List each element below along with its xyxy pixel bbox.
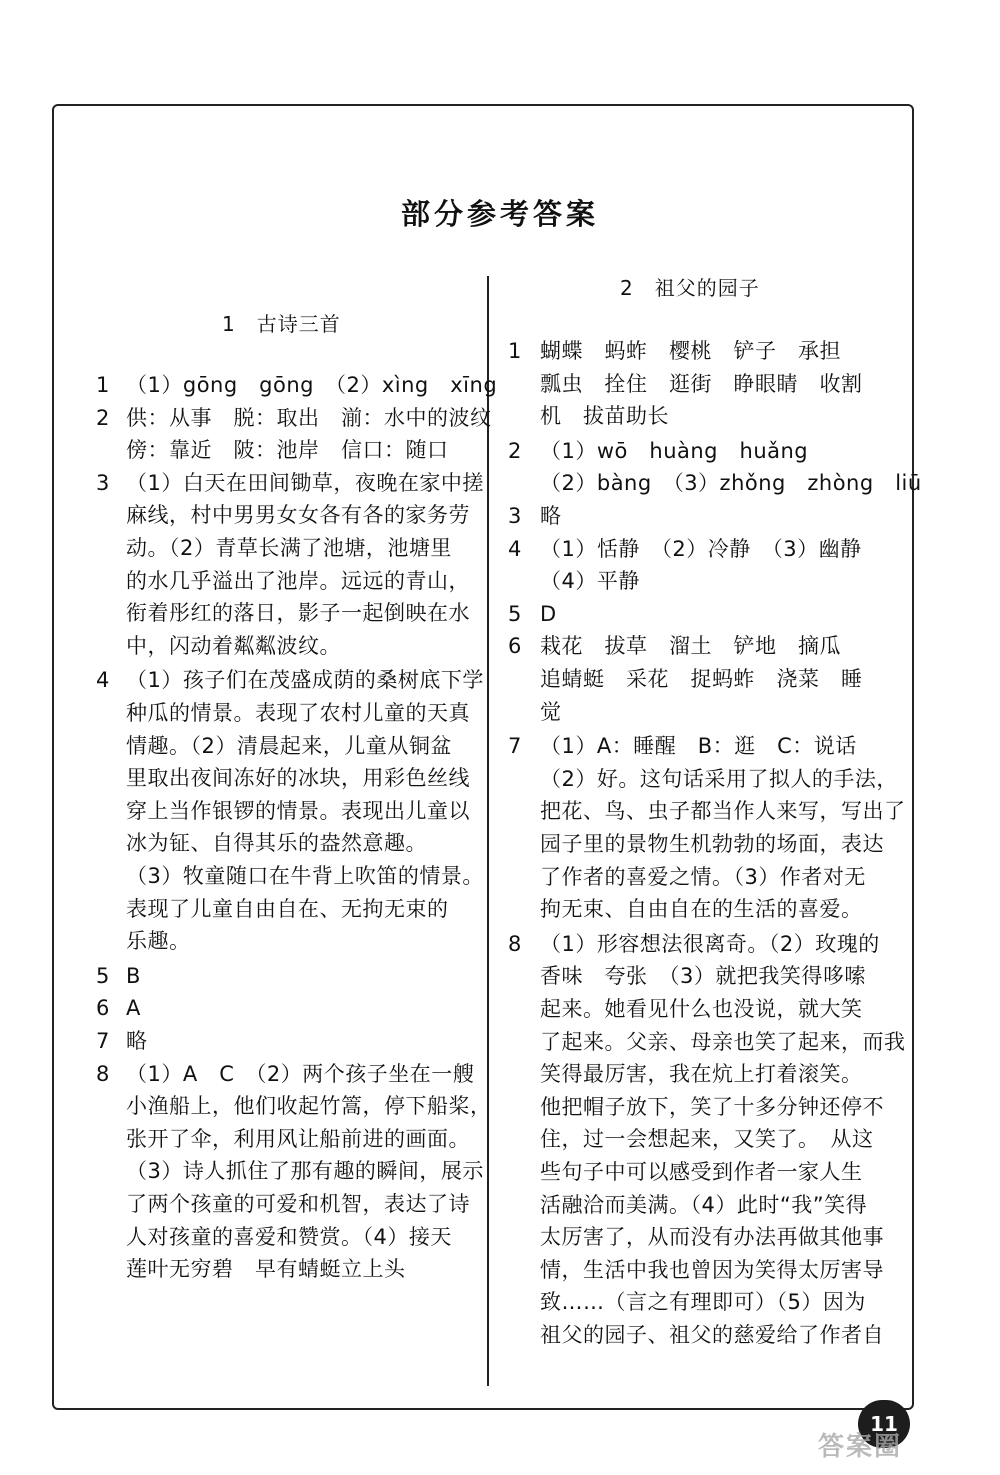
answer-line: 衔着彤红的落日，影子一起倒映在水	[126, 601, 470, 626]
answer-line: 起来。她看见什么也没说，就大笑	[540, 997, 863, 1021]
answer-line: 麻线，村中男男女女各有各的家务劳	[126, 503, 470, 528]
answer-line: 致……（言之有理即可）（5）因为	[540, 1290, 866, 1315]
answer-line: （1）恬静 （2）冷静 （3）幽静	[540, 536, 862, 561]
answer-line: （2）好。这句话采用了拟人的手法，	[540, 766, 898, 791]
answer-line: 张开了伞，利用风让船前进的画面。	[126, 1126, 470, 1151]
answer-number: 4	[96, 668, 110, 693]
answer-number: 7	[508, 734, 522, 759]
column-divider	[487, 276, 489, 1386]
answer-line: 栽花 拔草 溜土 铲地 摘瓜	[540, 634, 841, 659]
answer-line: 里取出夜间冻好的冰块，用彩色丝线	[126, 766, 470, 791]
answer-number: 1	[508, 339, 522, 363]
answer-line: 略	[540, 504, 562, 528]
answer-line: 活融洽而美满。（4）此时“我”笑得	[540, 1192, 868, 1217]
answer-line: 住，过一会想起来，又笑了。 从这	[540, 1127, 874, 1152]
answer-line: 情趣。（2）清晨起来，儿童从铜盆	[126, 733, 452, 758]
answer-line: 把花、鸟、虫子都当作人来写，写出了	[540, 799, 906, 824]
answer-line: 祖父的园子、祖父的慈爱给了作者自	[540, 1323, 884, 1347]
answer-line: 了作者的喜爱之情。（3）作者对无	[540, 864, 866, 889]
answer-number: 8	[96, 1061, 110, 1086]
answer-line: （3）诗人抓住了那有趣的瞬间，展示	[126, 1159, 484, 1184]
answer-line: 略	[126, 1029, 148, 1053]
answer-line: 动。（2）青草长满了池塘，池塘里	[126, 536, 452, 560]
answer-number: 5	[96, 963, 110, 988]
answer-number: 3	[96, 470, 110, 495]
answer-line: 香味 夸张 （3）就把我笑得哆嗦	[540, 964, 866, 989]
answer-number: 6	[508, 634, 522, 659]
watermark-logo: 答案圈	[818, 1432, 903, 1462]
answer-line: 乐趣。	[126, 929, 191, 954]
answer-line: （1）gōng gōng （2）xìng xīng	[126, 373, 498, 397]
right-section-heading: 2 祖父的园子	[620, 276, 760, 300]
answer-line: 追蜻蜓 采花 捉蚂蚱 浇菜 睡	[540, 667, 863, 691]
page-number: 11	[858, 1400, 910, 1448]
answer-line: 表现了儿童自由自在、无拘无束的	[126, 896, 449, 921]
answer-line: （1）A：睡醒 B：逛 C：说话	[540, 734, 857, 759]
answer-number: 2	[508, 438, 522, 463]
answer-line: （3）牧童随口在牛背上吹笛的情景。	[126, 864, 484, 888]
page-title: 部分参考答案	[400, 197, 599, 231]
answer-line: （1）孩子们在茂盛成荫的桑树底下学	[126, 668, 484, 693]
answer-line: （4）平静	[540, 569, 640, 594]
answer-line: （1）wō huàng huǎng	[540, 438, 809, 463]
answer-line: 了两个孩童的可爱和机智，表达了诗	[126, 1192, 470, 1216]
answer-line: 小渔船上，他们收起竹篙，停下船桨，	[126, 1094, 492, 1119]
answer-number: 7	[96, 1029, 110, 1053]
answer-line: 园子里的景物生机勃勃的场面，表达	[540, 832, 884, 856]
answer-line: 些句子中可以感受到作者一家人生	[540, 1160, 863, 1184]
answer-line: 人对孩童的喜爱和赞赏。（4）接天	[126, 1224, 452, 1249]
answer-line: 种瓜的情景。表现了农村儿童的天真	[126, 701, 470, 725]
answer-line: 机 拔苗助长	[540, 404, 669, 429]
answer-line: B	[126, 963, 141, 988]
answer-line: （1）形容想法很离奇。（2）玫瑰的	[540, 931, 880, 956]
answer-line: （1）白天在田间锄草，夜晚在家中搓	[126, 470, 484, 495]
answer-line: D	[540, 601, 557, 626]
answer-line: 太厉害了，从而没有办法再做其他事	[540, 1225, 884, 1250]
answer-number: 4	[508, 536, 522, 561]
answer-line: （1）A C （2）两个孩子坐在一艘	[126, 1061, 475, 1086]
answer-number: 1	[96, 373, 110, 397]
answer-line: 的水几乎溢出了池岸。远远的青山，	[126, 568, 470, 593]
answer-line: 拘无束、自由自在的生活的喜爱。	[540, 897, 863, 922]
answer-line: 莲叶无穷碧 早有蜻蜓立上头	[126, 1257, 406, 1282]
answer-number: 6	[96, 996, 110, 1021]
answer-number: 3	[508, 504, 522, 528]
answer-line: 情，生活中我也曾因为笑得太厉害导	[540, 1257, 884, 1282]
answer-line: 觉	[540, 699, 562, 724]
answer-line: 冰为钲、自得其乐的盎然意趣。	[126, 831, 427, 856]
answer-line: 中，闪动着粼粼波纹。	[126, 633, 341, 658]
answer-line: 蝴蝶 蚂蚱 樱桃 铲子 承担	[540, 339, 841, 363]
answer-line: 傍：靠近 陂：池岸 信口：随口	[126, 438, 449, 463]
answer-line: 瓢虫 拴住 逛街 睁眼睛 收割	[540, 371, 863, 396]
answer-line: 笑得最厉害，我在炕上打着滚笑。	[540, 1062, 863, 1087]
answer-number: 5	[508, 601, 522, 626]
answer-line: （2）bàng （3）zhǒng zhòng liū	[540, 471, 922, 496]
answer-line: 他把帽子放下，笑了十多分钟还停不	[540, 1094, 884, 1119]
left-section-heading: 1 古诗三首	[222, 312, 341, 336]
answer-line: A	[126, 996, 141, 1021]
answer-line: 穿上当作银锣的情景。表现出儿童以	[126, 798, 470, 823]
answer-line: 供：从事 脱：取出 湔：水中的波纹	[126, 405, 492, 430]
answer-number: 2	[96, 405, 110, 430]
answer-line: 了起来。父亲、母亲也笑了起来，而我	[540, 1029, 906, 1054]
answer-number: 8	[508, 931, 522, 956]
